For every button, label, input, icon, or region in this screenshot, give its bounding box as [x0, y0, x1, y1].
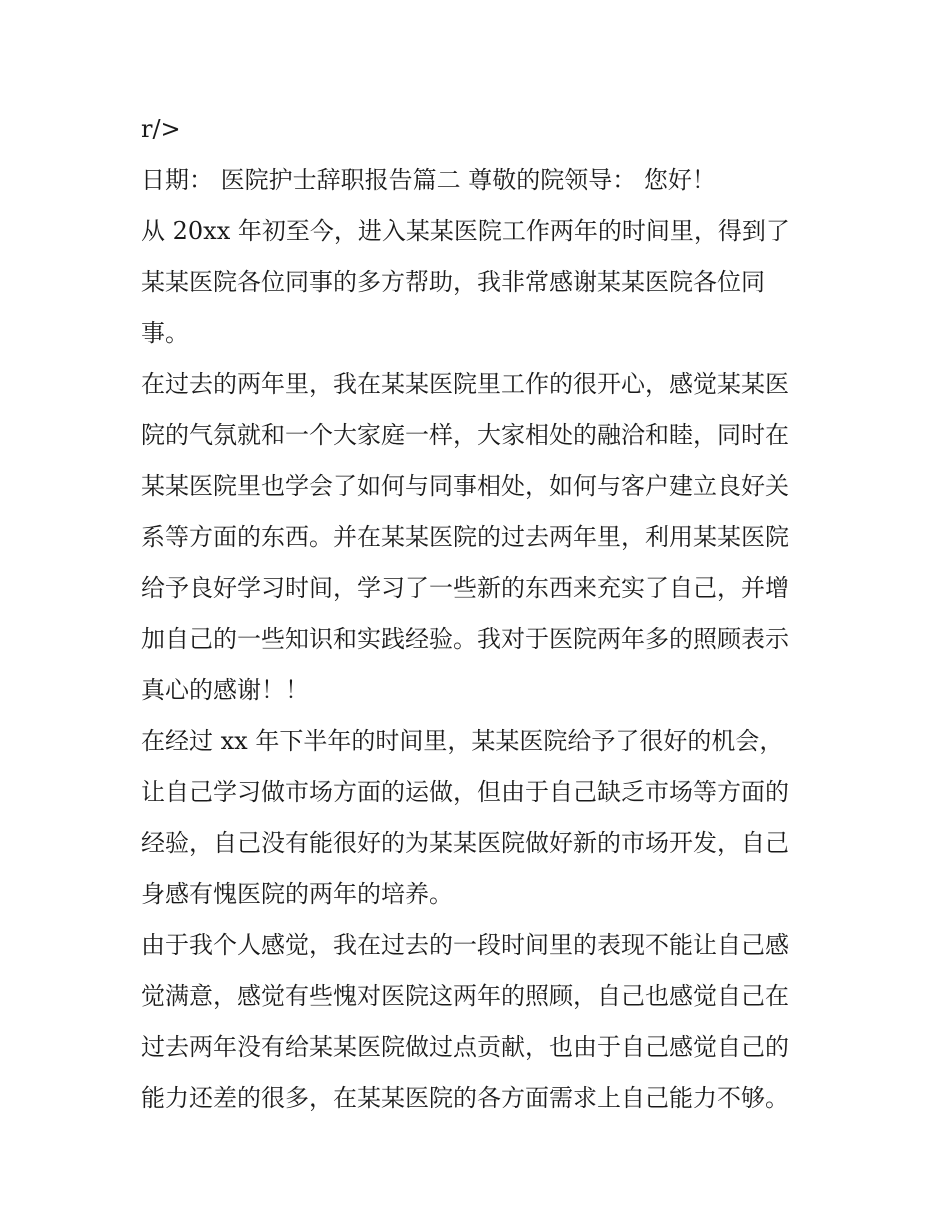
- text-line: 某某医院里也学会了如何与同事相处，如何与客户建立良好关: [141, 472, 789, 500]
- text-line: 觉满意，感觉有些愧对医院这两年的照顾，自己也感觉自己在: [141, 982, 789, 1010]
- text-line: 由于我个人感觉，我在过去的一段时间里的表现不能让自己感: [141, 931, 789, 959]
- text-line: 在过去的两年里，我在某某医院里工作的很开心，感觉某某医: [141, 370, 789, 398]
- text-line: 经验，自己没有能很好的为某某医院做好新的市场开发，自己: [141, 829, 789, 857]
- text-line: 能力还差的很多，在某某医院的各方面需求上自己能力不够。: [141, 1084, 789, 1112]
- text-line: 某某医院各位同事的多方帮助，我非常感谢某某医院各位同: [141, 268, 765, 296]
- text-line-date-heading: 日期： 医院护士辞职报告篇二 尊敬的院领导： 您好！: [141, 166, 716, 194]
- text-line: 系等方面的东西。并在某某医院的过去两年里，利用某某医院: [141, 523, 789, 551]
- text-line: 从 20xx 年初至今，进入某某医院工作两年的时间里，得到了: [141, 217, 790, 245]
- text-line: 院的气氛就和一个大家庭一样，大家相处的融洽和睦，同时在: [141, 421, 789, 449]
- text-line: 身感有愧医院的两年的培养。: [141, 880, 453, 908]
- document-body: [141, 104, 831, 1124]
- text-line: 加自己的一些知识和实践经验。我对于医院两年多的照顾表示: [141, 625, 789, 653]
- text-line: 事。: [141, 319, 189, 347]
- text-line: 让自己学习做市场方面的运做，但由于自己缺乏市场等方面的: [141, 778, 789, 806]
- text-line-fragment: r/>: [141, 115, 181, 143]
- text-line: 真心的感谢！！: [141, 676, 309, 704]
- text-line: 在经过 xx 年下半年的时间里，某某医院给予了很好的机会，: [141, 727, 784, 755]
- text-line: 过去两年没有给某某医院做过点贡献，也由于自己感觉自己的: [141, 1033, 789, 1061]
- text-line: 给予良好学习时间，学习了一些新的东西来充实了自己，并增: [141, 574, 789, 602]
